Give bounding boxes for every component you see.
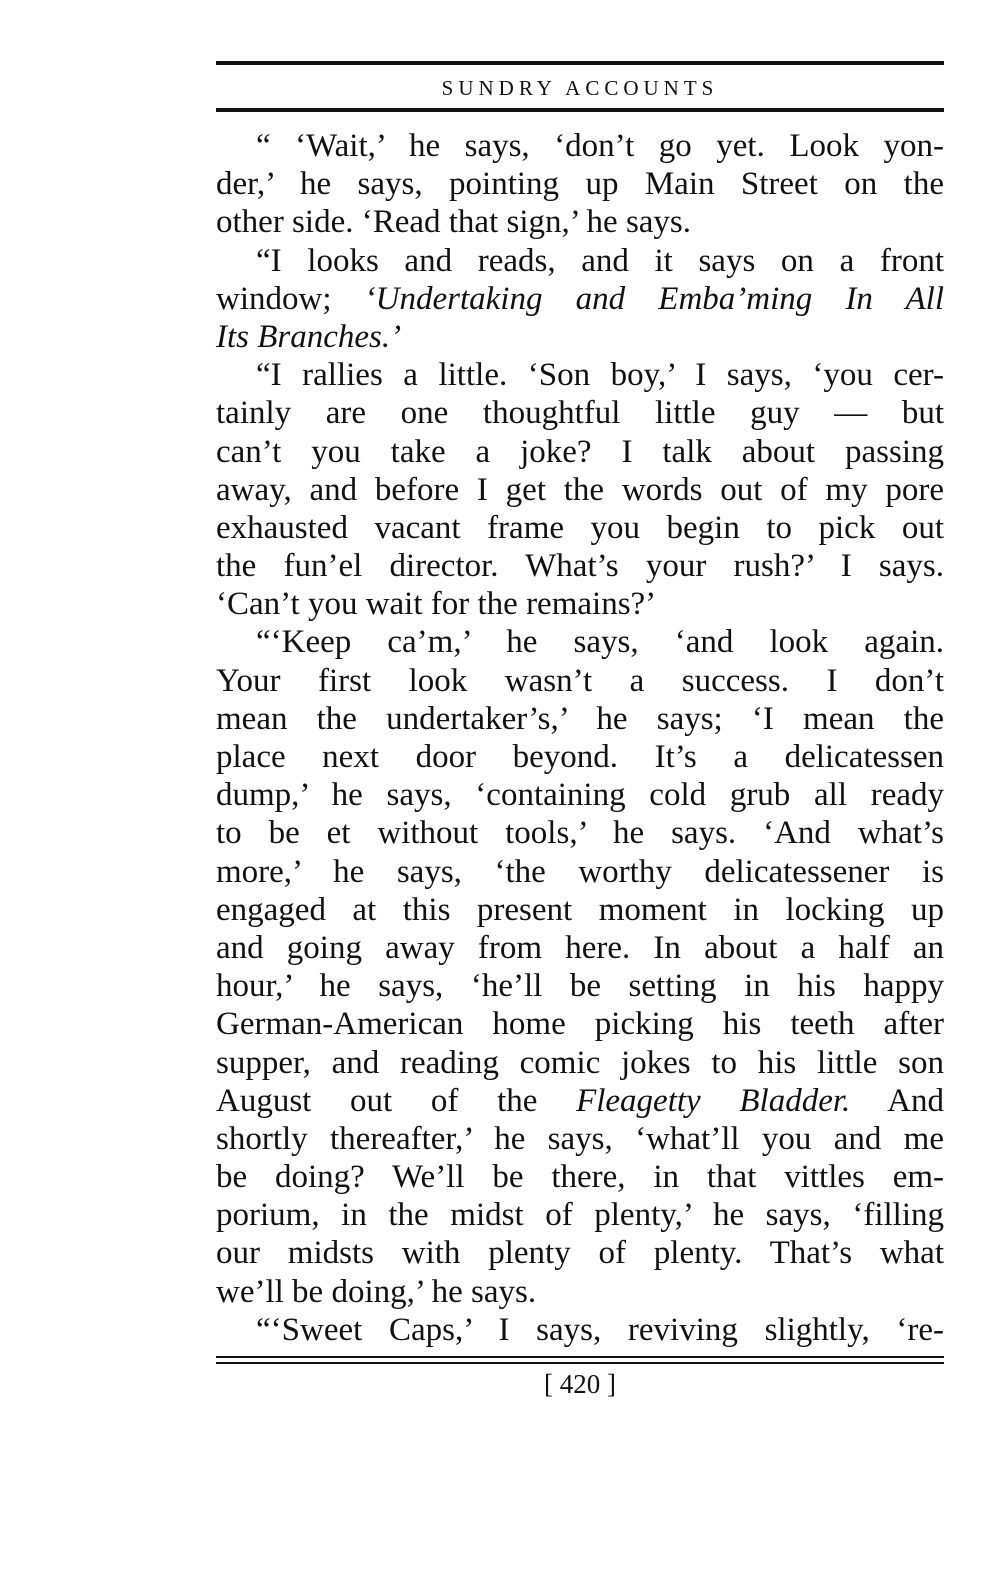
top-rule [216,61,944,65]
text-line: dump,’ he says, ‘containing cold grub all ready [216,777,944,814]
text-line: supper, and reading comic jokes to his little son [216,1044,944,1081]
text-line: shortly thereafter,’ he says, ‘what’ll you and me [216,1120,944,1157]
text-line: porium, in the midst of plenty,’ he says, ‘filling [216,1197,944,1234]
footer-rule [216,1356,944,1358]
text-line: be doing? We’ll be there, in that vittles em- [216,1159,944,1196]
header-rule [216,108,944,112]
sign-text-italic-end: Its Branches.’ [216,318,402,355]
text-line: der,’ he says, pointing up Main Street on the [216,166,944,203]
text-line: Your first look wasn’t a success. I don’t [216,662,944,699]
text-line: “‘Keep ca’m,’ he says, ‘and look again. [256,624,944,661]
book-page [216,0,944,1593]
text-line: tainly are one thoughtful little guy — but [216,395,944,432]
text-line: the fun’el director. What’s your rush?’ I says. [216,548,944,585]
body-text [216,127,944,1349]
text-segment: window; [216,280,365,317]
text-line: place next door beyond. It’s a delicatessen [216,739,944,775]
text-line [216,318,944,356]
text-segment: August out of the [216,1082,577,1119]
text-line: other side. ‘Read that sign,’ he says. [216,204,692,241]
text-line [216,1082,944,1120]
text-line: “I looks and reads, and it says on a front [256,242,944,279]
text-segment: And [850,1082,944,1119]
text-line: can’t you take a joke? I talk about passing [216,433,944,470]
running-head: SUNDRY ACCOUNTS [441,76,719,100]
text-line: hour,’ he says, ‘he’ll be setting in his happy [216,968,944,1005]
text-line: German-American home picking his teeth after [216,1006,944,1043]
text-line: ‘Can’t you wait for the remains?’ [216,586,657,623]
text-line [216,280,944,318]
footer-rule-lower [216,1362,944,1364]
text-line: we’ll be doing,’ he says. [216,1273,537,1310]
text-line: exhausted vacant frame you begin to pick out [216,509,944,546]
text-line: to be et without tools,’ he says. ‘And what’s [216,815,944,852]
page-number: [ 420 ] [544,1369,616,1399]
text-line: “‘Sweet Caps,’ I says, reviving slightly, ‘re- [256,1311,944,1348]
text-line: engaged at this present moment in locking up [216,891,944,928]
sign-text-italic: ‘Undertaking and Emba’ming In All [364,280,944,317]
magazine-title-italic: Fleagetty Bladder. [576,1082,851,1119]
text-line: “ ‘Wait,’ he says, ‘don’t go yet. Look yon- [256,128,944,164]
text-line: more,’ he says, ‘the worthy delicatessener is [216,853,944,890]
text-line: “I rallies a little. ‘Son boy,’ I says, ‘you cer- [256,357,944,394]
text-line: away, and before I get the words out of my pore [216,471,944,508]
text-line: mean the undertaker’s,’ he says; ‘I mean the [216,700,944,737]
text-line: our midsts with plenty of plenty. That’s what [216,1235,944,1272]
text-line: and going away from here. In about a half an [216,929,944,966]
